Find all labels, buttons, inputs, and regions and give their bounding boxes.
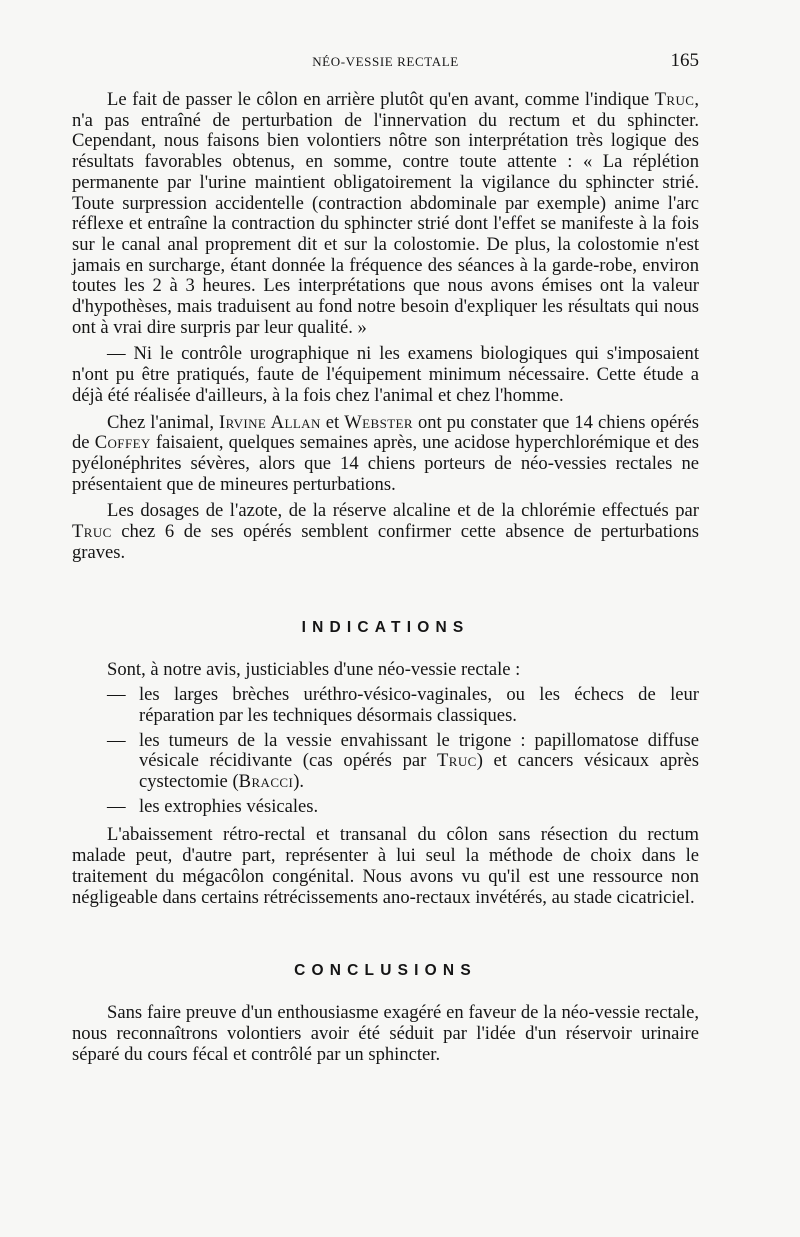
page-number: 165 [670, 50, 699, 71]
author-name: Truc [72, 521, 112, 543]
author-name: Truc [437, 750, 477, 772]
paragraph-urographic-control: — Ni le contrôle urographique ni les examens biologiques qui s'imposaient n'ont pu être pratiqués, faute de l'équipement minimum nécessaire. Cette étude a déjà été réalisée d'ailleurs, à la fois chez l'animal et chez l'homme. [72, 343, 699, 406]
author-name: Irvine Allan [219, 411, 321, 433]
author-name: Bracci [238, 770, 294, 792]
list-item: — les tumeurs de la vessie envahissant le trigone : papillomatose diffuse vésicale récidivante (cas opérés par Truc) et cancers vésicaux après cystectomie (Bracci). [107, 729, 699, 792]
page-header [72, 48, 699, 74]
list-item: — les larges brèches uréthro-vésico-vaginales, ou les échecs de leur réparation par les techniques désormais classiques. [107, 684, 699, 726]
indications-intro: Sont, à notre avis, justiciables d'une néo-vessie rectale : [107, 659, 521, 681]
section-heading-indications: INDICATIONS [301, 619, 470, 637]
paragraph-nitrogen-dosage: Les dosages de l'azote, de la réserve alcaline et de la chlorémie effectués par Truc chez 6 de ses opérés semblent confirmer cette absence de perturbations graves. [72, 500, 699, 563]
author-name: Truc [654, 89, 695, 110]
indications-list [72, 685, 699, 817]
running-title: NÉO-VESSIE RECTALE [312, 54, 459, 69]
author-name: Coffey [94, 432, 151, 454]
paragraph-conclusion: Sans faire preuve d'un enthousiasme exagéré en faveur de la néo-vessie rectale, nous reconnaîtrons volontiers avoir été séduit par l'idée d'un réservoir urinaire séparé du cours fécal et contrôlé par un sphincter. [72, 1002, 699, 1065]
paragraph-colon-placement: Le fait de passer le côlon en arrière plutôt qu'en avant, comme l'indique Truc, n'a pas entraîné de perturbation de l'innervation du rectum et du sphincter. Cependant, nous faisons bien volontiers nôtre son interprétation très logique des résultats favorables obtenus, en somme, contre toute attente : « La réplétion permanente par l'urine maintient obligatoirement la vigilance du sphincter strié. Toute surpression accidentelle (contraction abdominale par exemple) anime l'arc réflexe et entraîne la contraction du sphincter strié dont l'effet se manifeste à la fois sur le canal anal proprement dit et sur la colostomie. De plus, la colostomie n'est jamais en surcharge, étant donnée la fréquence des séances à la garde-robe, environ toutes les 2 à 3 heures. Les interprétations que nous avons émises ont la valeur d'hypothèses, mais traduisent au fond notre besoin d'expliquer les résultats qui nous ont à vrai dire surpris par leur qualité. » [72, 89, 699, 338]
paragraph-megacolon: L'abaissement rétro-rectal et transanal du côlon sans résection du rectum malade peut, d'autre part, représenter à lui seul la méthode de choix dans le traitement du mégacôlon congénital. Nous avons vu qu'il est une ressource non négligeable dans certains rétrécissements ano-rectaux invétérés, au stade cicatriciel. [72, 824, 699, 908]
section-heading-conclusions: CONCLUSIONS [294, 962, 477, 980]
list-item: — les extrophies vésicales. [107, 795, 319, 817]
paragraph-animal-studies: Chez l'animal, Irvine Allan et Webster ont pu constater que 14 chiens opérés de Coffey faisaient, quelques semaines après, une acidose hyperchlorémique et des pyélonéphrites sévères, alors que 14 chiens porteurs de néo-vessies rectales ne présentaient que de mineures perturbations. [72, 411, 699, 495]
page [72, 48, 699, 1065]
author-name: Webster [344, 411, 413, 433]
